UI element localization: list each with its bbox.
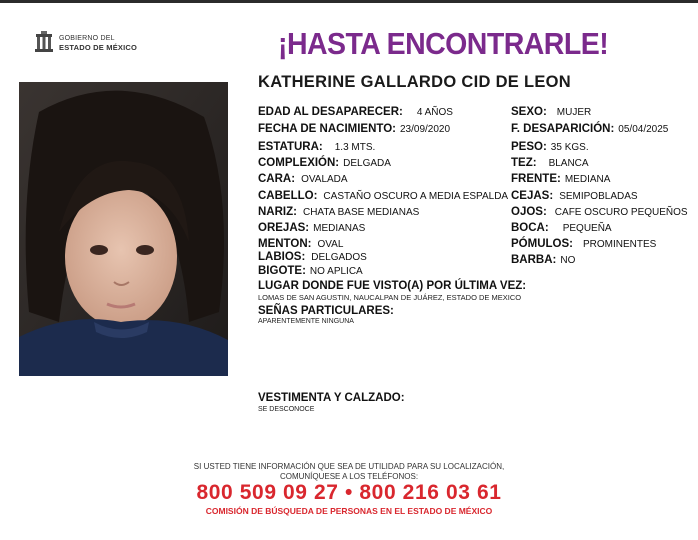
field-bigote: BIGOTE: NO APLICA [258,265,363,277]
field-pomulos: PÓMULOS: PROMINENTES [511,238,657,250]
field-labios: LABIOS: DELGADOS [258,251,367,263]
logo-line1: GOBIERNO DEL [59,35,115,42]
field-sexo: SEXO: MUJER [511,106,592,118]
field-edad: EDAD AL DESAPARECER: 4 AÑOS [258,106,453,118]
field-nariz: NARIZ: CHATA BASE MEDIANAS [258,206,420,218]
contact-phones: 800 509 09 27 • 800 216 03 61 [196,481,502,504]
field-complexion: COMPLEXIÓN: DELGADA [258,157,391,169]
child-portrait-image [19,82,228,376]
field-ojos: OJOS: CAFE OSCURO PEQUEÑOS [511,206,688,218]
field-barba: BARBA: NO [511,254,576,266]
field-cabello: CABELLO: CASTAÑO OSCURO A MEDIA ESPALDA [258,190,509,202]
field-cara: CARA: OVALADA [258,173,348,185]
field-tez: TEZ: BLANCA [511,157,589,169]
field-senas-label: SEÑAS PARTICULARES: [258,305,394,317]
top-border [0,0,698,3]
coat-of-arms-icon [34,31,54,55]
field-lugar-value: LOMAS DE SAN AGUSTIN, NAUCALPAN DE JUÁREZ, ESTADO DE MEXICO [258,293,522,302]
headline: ¡HASTA ENCONTRARLE! [278,26,609,61]
field-estatura: ESTATURA: 1.3 MTS. [258,141,376,153]
footer-info-line2: COMUNÍQUESE A LOS TELÉFONOS: [279,472,419,481]
government-logo [34,31,137,55]
field-peso: PESO: 35 KGS. [511,141,589,153]
field-nacimiento: FECHA DE NACIMIENTO: 23/09/2020 [258,123,451,135]
missing-person-name: KATHERINE GALLARDO CID DE LEON [258,73,572,91]
field-boca: BOCA: PEQUEÑA [511,222,612,234]
logo-line2: ESTADO DE MÉXICO [59,43,138,52]
field-frente: FRENTE: MEDIANA [511,173,611,185]
field-senas-value: APARENTEMENTE NINGUNA [258,318,354,325]
footer-info-line1: SI USTED TIENE INFORMACIÓN QUE SEA DE UTILIDAD PARA SU LOCALIZACIÓN, [193,462,505,471]
field-cejas: CEJAS: SEMIPOBLADAS [511,190,638,202]
missing-person-photo [19,82,228,376]
field-menton: MENTON: OVAL [258,238,344,250]
field-vestimenta-label: VESTIMENTA Y CALZADO: [258,392,405,404]
field-lugar-label: LUGAR DONDE FUE VISTO(A) POR ÚLTIMA VEZ: [258,280,527,292]
field-desaparicion: F. DESAPARICIÓN: 05/04/2025 [511,123,669,135]
logo-text [59,34,137,52]
field-vestimenta-value: SE DESCONOCE [258,406,315,413]
footer-commission: COMISIÓN DE BÚSQUEDA DE PERSONAS EN EL ESTADO DE MÉXICO [205,506,493,516]
field-orejas: OREJAS: MEDIANAS [258,222,366,234]
